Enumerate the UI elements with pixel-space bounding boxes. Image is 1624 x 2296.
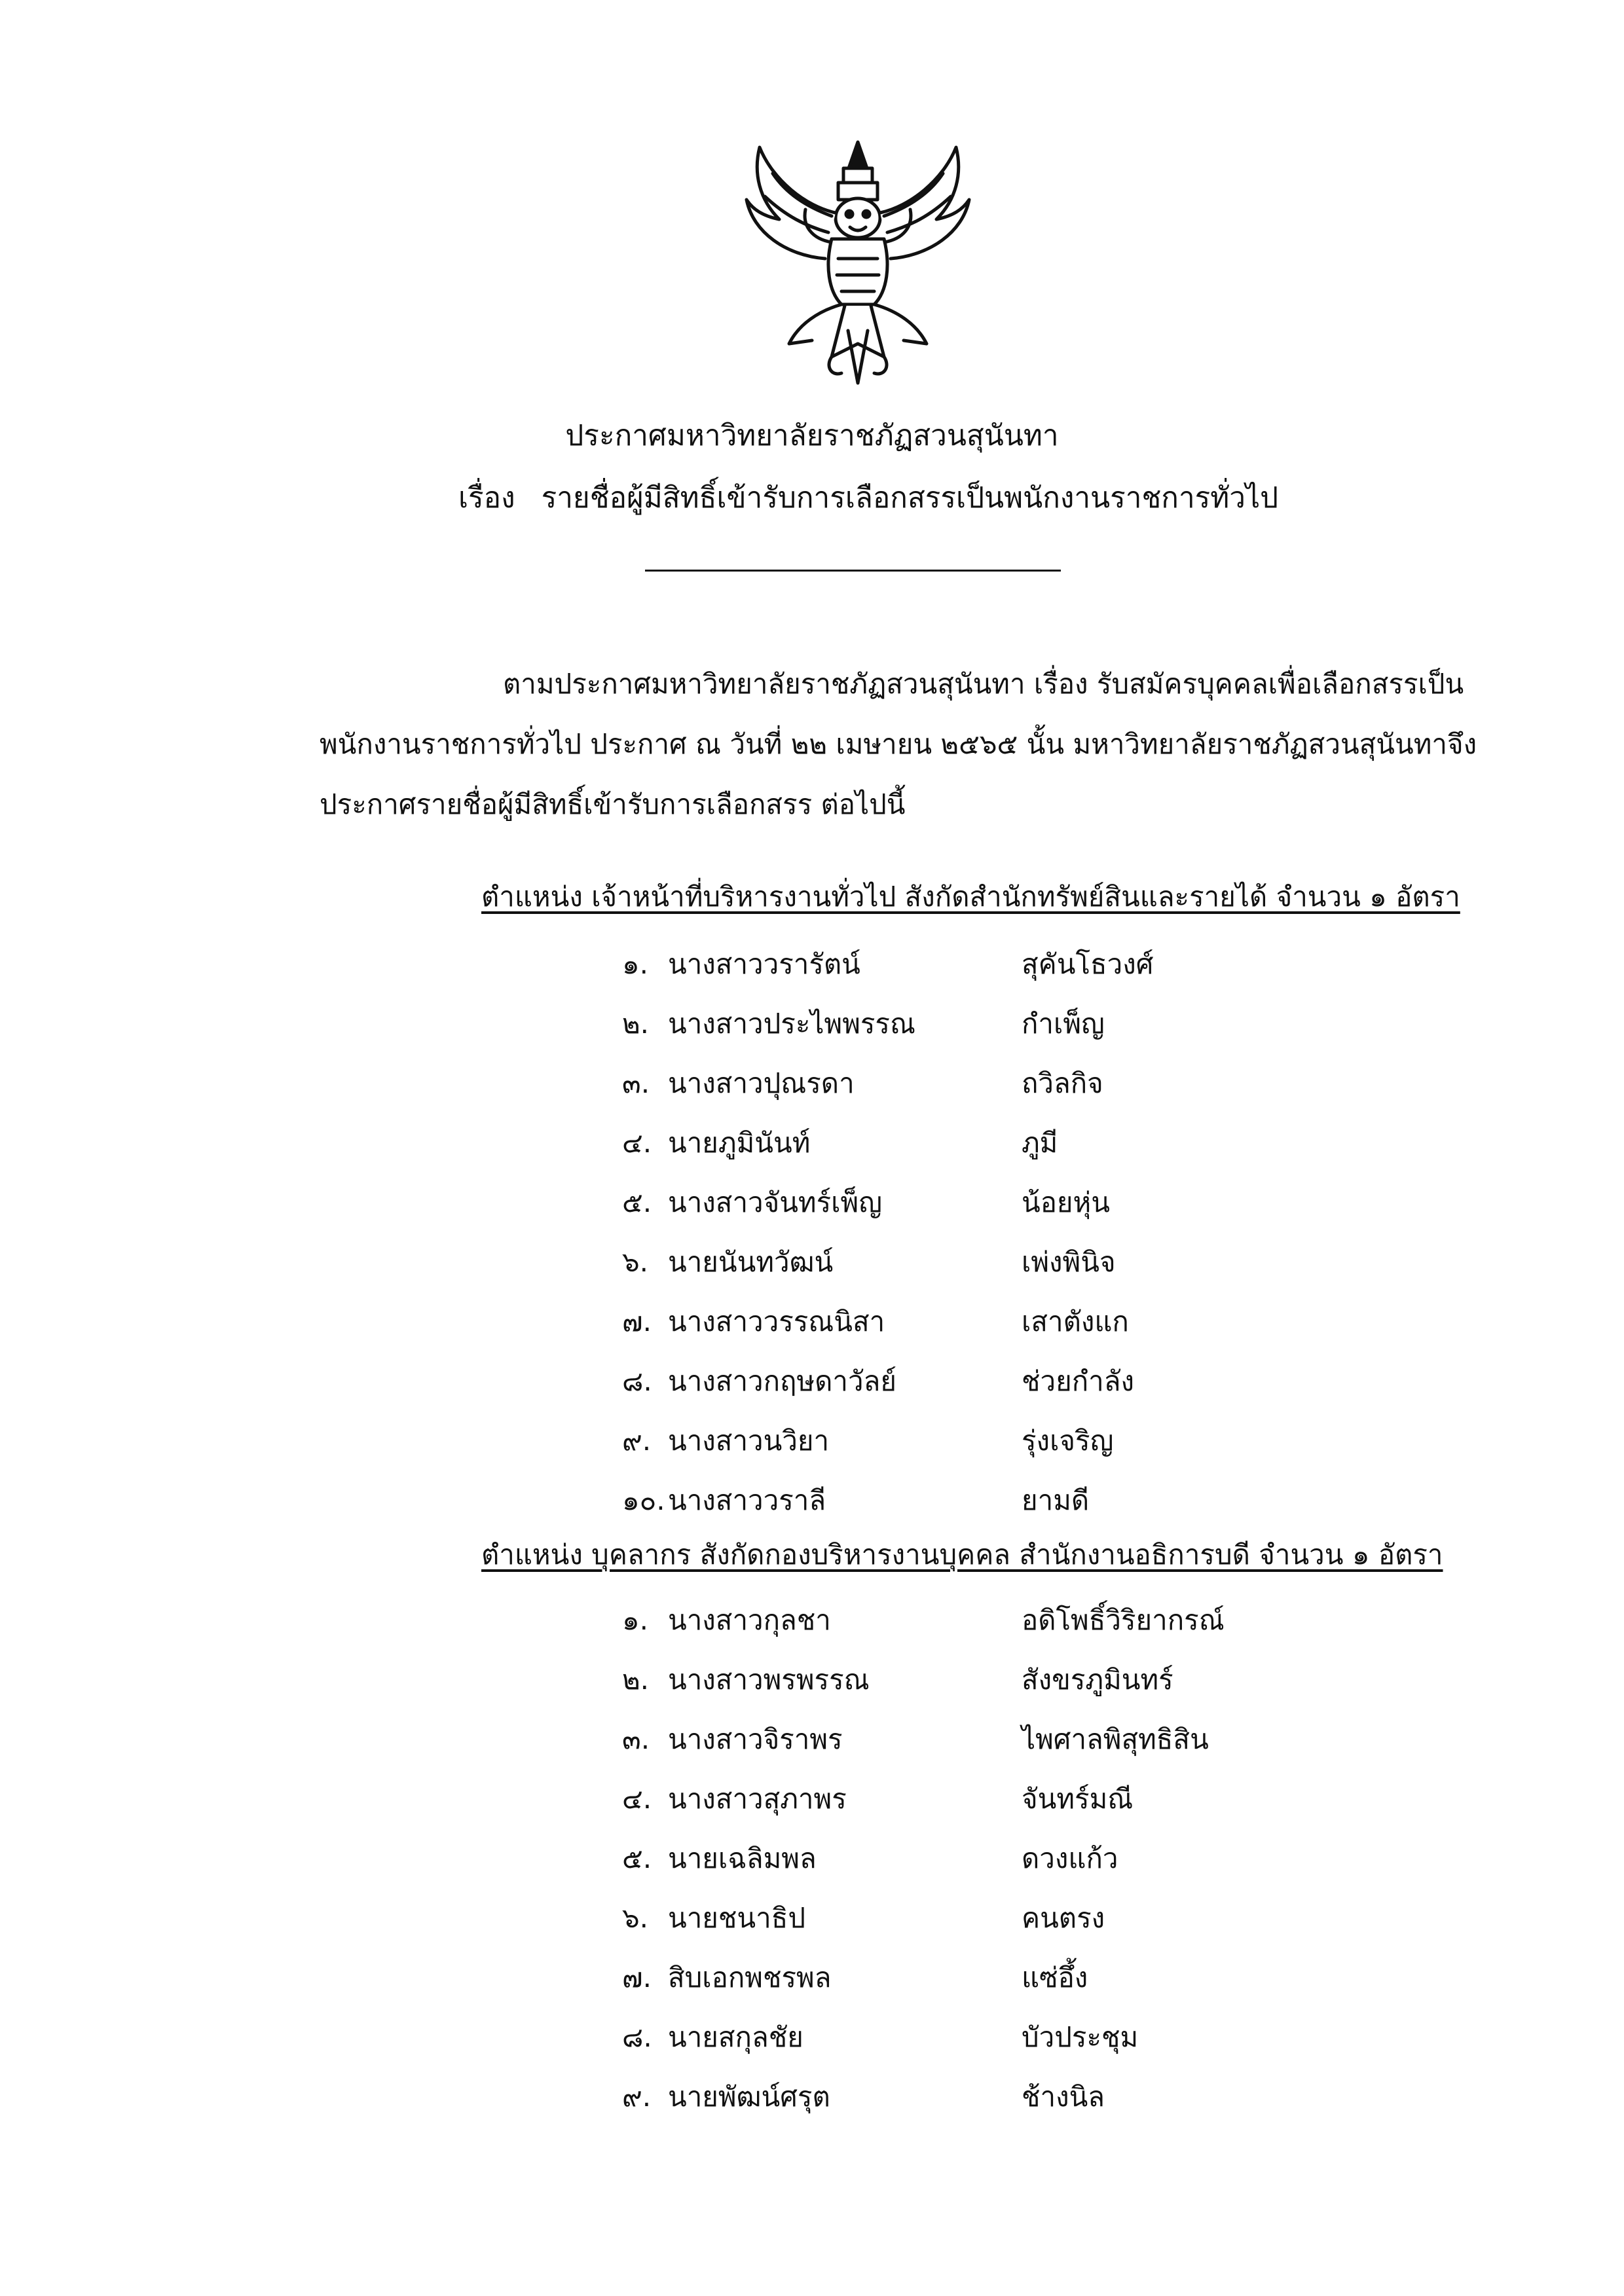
- candidate-first-name: นางสาวสุภาพร: [668, 1783, 847, 1815]
- candidate-first-name: นางสาวกุลชา: [668, 1604, 831, 1636]
- intro-line: พนักงานราชการทั่วไป ประกาศ ณ วันที่ ๒๒ เมษายน ๒๕๖๕ นั้น มหาวิทยาลัยราชภัฏสวนสุนันทาจึง: [320, 728, 1477, 760]
- candidate-number: ๗.: [622, 1305, 652, 1338]
- candidate-first-name: นางสาวจิราพร: [668, 1723, 843, 1755]
- candidate-first-name: นางสาววรารัตน์: [668, 948, 860, 980]
- candidate-number: ๕.: [622, 1842, 652, 1874]
- subject-text: รายชื่อผู้มีสิทธิ์เข้ารับการเลือกสรรเป็นพนักงานราชการทั่วไป: [541, 481, 1279, 515]
- candidate-first-name: สิบเอกพชรพล: [668, 1961, 832, 1994]
- list-item: [622, 1127, 1277, 1186]
- candidate-first-name: นายชนาธิป: [668, 1902, 805, 1934]
- candidate-last-name: กำเพ็ญ: [1022, 1008, 1105, 1040]
- announcement-subject: [458, 481, 1278, 516]
- list-item: [622, 1842, 1277, 1902]
- candidate-number: ๘.: [622, 2021, 652, 2053]
- intro-paragraph: [320, 668, 1485, 848]
- candidate-first-name: นางสาวประไพพรรณ: [668, 1008, 915, 1040]
- garuda-emblem-icon: [733, 134, 982, 390]
- candidate-first-name: นายภูมินันท์: [668, 1127, 811, 1159]
- list-item: [622, 1484, 1277, 1544]
- candidate-first-name: นางสาวปุณรดา: [668, 1067, 855, 1099]
- candidate-first-name: นางสาวกฤษดาวัลย์: [668, 1365, 896, 1397]
- candidate-list: [622, 948, 1277, 1544]
- candidate-number: ๔.: [622, 1783, 652, 1815]
- position-heading: ตำแหน่ง เจ้าหน้าที่บริหารงานทั่วไป สังกัดสำนักทรัพย์สินและรายได้ จำนวน ๑ อัตรา: [481, 881, 1460, 913]
- list-item: [622, 1008, 1277, 1067]
- candidate-number: ๓.: [622, 1067, 650, 1099]
- list-item: [622, 1067, 1277, 1127]
- list-item: [622, 1902, 1277, 1961]
- candidate-number: ๓.: [622, 1723, 650, 1755]
- candidate-number: ๒.: [622, 1008, 650, 1040]
- list-item: [622, 1305, 1277, 1365]
- intro-line: ตามประกาศมหาวิทยาลัยราชภัฏสวนสุนันทา เรื่อง รับสมัครบุคคลเพื่อเลือกสรรเป็น: [503, 668, 1464, 700]
- candidate-number: ๑๐.: [622, 1484, 665, 1516]
- list-item: [622, 1723, 1277, 1783]
- candidate-number: ๖.: [622, 1902, 649, 1934]
- list-item: [622, 1246, 1277, 1305]
- candidate-last-name: รุ่งเจริญ: [1022, 1425, 1114, 1457]
- list-item: [622, 1961, 1277, 2021]
- candidate-number: ๑.: [622, 948, 649, 980]
- list-item: [622, 1365, 1277, 1425]
- candidate-last-name: ยามดี: [1022, 1484, 1090, 1516]
- candidate-first-name: นายสกุลชัย: [668, 2021, 803, 2053]
- candidate-last-name: เพ่งพินิจ: [1022, 1246, 1116, 1278]
- candidate-first-name: นางสาววราลี: [668, 1484, 826, 1516]
- candidate-number: ๘.: [622, 1365, 652, 1397]
- candidate-last-name: เสาตังแก: [1022, 1305, 1129, 1338]
- list-item: [622, 2081, 1277, 2140]
- intro-line: ประกาศรายชื่อผู้มีสิทธิ์เข้ารับการเลือกสรร ต่อไปนี้: [320, 788, 906, 820]
- candidate-last-name: ถวิลกิจ: [1022, 1067, 1103, 1099]
- candidate-last-name: น้อยหุ่น: [1022, 1186, 1110, 1218]
- list-item: [622, 1425, 1277, 1484]
- candidate-last-name: ดวงแก้ว: [1022, 1842, 1118, 1874]
- candidate-number: ๙.: [622, 1425, 652, 1457]
- candidate-list: [622, 1604, 1277, 2140]
- candidate-last-name: แซ่อึ้ง: [1022, 1961, 1088, 1994]
- candidate-number: ๗.: [622, 1961, 652, 1994]
- candidate-first-name: นางสาวพรพรรณ: [668, 1664, 870, 1696]
- subject-label: เรื่อง: [458, 481, 515, 515]
- list-item: [622, 1186, 1277, 1246]
- list-item: [622, 1604, 1277, 1664]
- title-divider: [645, 570, 1061, 572]
- candidate-first-name: นายนันทวัฒน์: [668, 1246, 834, 1278]
- candidate-first-name: นายเฉลิมพล: [668, 1842, 817, 1874]
- candidate-last-name: ช้างนิล: [1022, 2081, 1105, 2113]
- candidate-last-name: อดิโพธิ์วิริยากรณ์: [1022, 1604, 1225, 1636]
- candidate-last-name: สังขรภูมินทร์: [1022, 1664, 1173, 1696]
- candidate-number: ๔.: [622, 1127, 652, 1159]
- candidate-number: ๖.: [622, 1246, 649, 1278]
- candidate-last-name: คนตรง: [1022, 1902, 1105, 1934]
- candidate-number: ๒.: [622, 1664, 650, 1696]
- candidate-number: ๕.: [622, 1186, 652, 1218]
- candidate-first-name: นางสาวนวิยา: [668, 1425, 830, 1457]
- position-heading: ตำแหน่ง บุคลากร สังกัดกองบริหารงานบุคคล สำนักงานอธิการบดี จำนวน ๑ อัตรา: [481, 1539, 1443, 1571]
- candidate-last-name: บัวประชุม: [1022, 2021, 1139, 2053]
- candidate-last-name: จันทร์มณี: [1022, 1783, 1134, 1815]
- list-item: [622, 2021, 1277, 2081]
- candidate-first-name: นายพัฒน์ศรุต: [668, 2081, 830, 2113]
- candidate-last-name: ช่วยกำลัง: [1022, 1365, 1134, 1397]
- candidate-last-name: ภูมี: [1022, 1127, 1058, 1159]
- announcement-title: ประกาศมหาวิทยาลัยราชภัฏสวนสุนันทา: [565, 419, 1059, 452]
- list-item: [622, 948, 1277, 1008]
- list-item: [622, 1664, 1277, 1723]
- list-item: [622, 1783, 1277, 1842]
- candidate-first-name: นางสาววรรณนิสา: [668, 1305, 885, 1338]
- candidate-number: ๙.: [622, 2081, 652, 2113]
- candidate-first-name: นางสาวจันทร์เพ็ญ: [668, 1186, 882, 1218]
- candidate-last-name: ไพศาลพิสุทธิสิน: [1022, 1723, 1209, 1755]
- candidate-last-name: สุคันโธวงศ์: [1022, 948, 1154, 980]
- candidate-number: ๑.: [622, 1604, 649, 1636]
